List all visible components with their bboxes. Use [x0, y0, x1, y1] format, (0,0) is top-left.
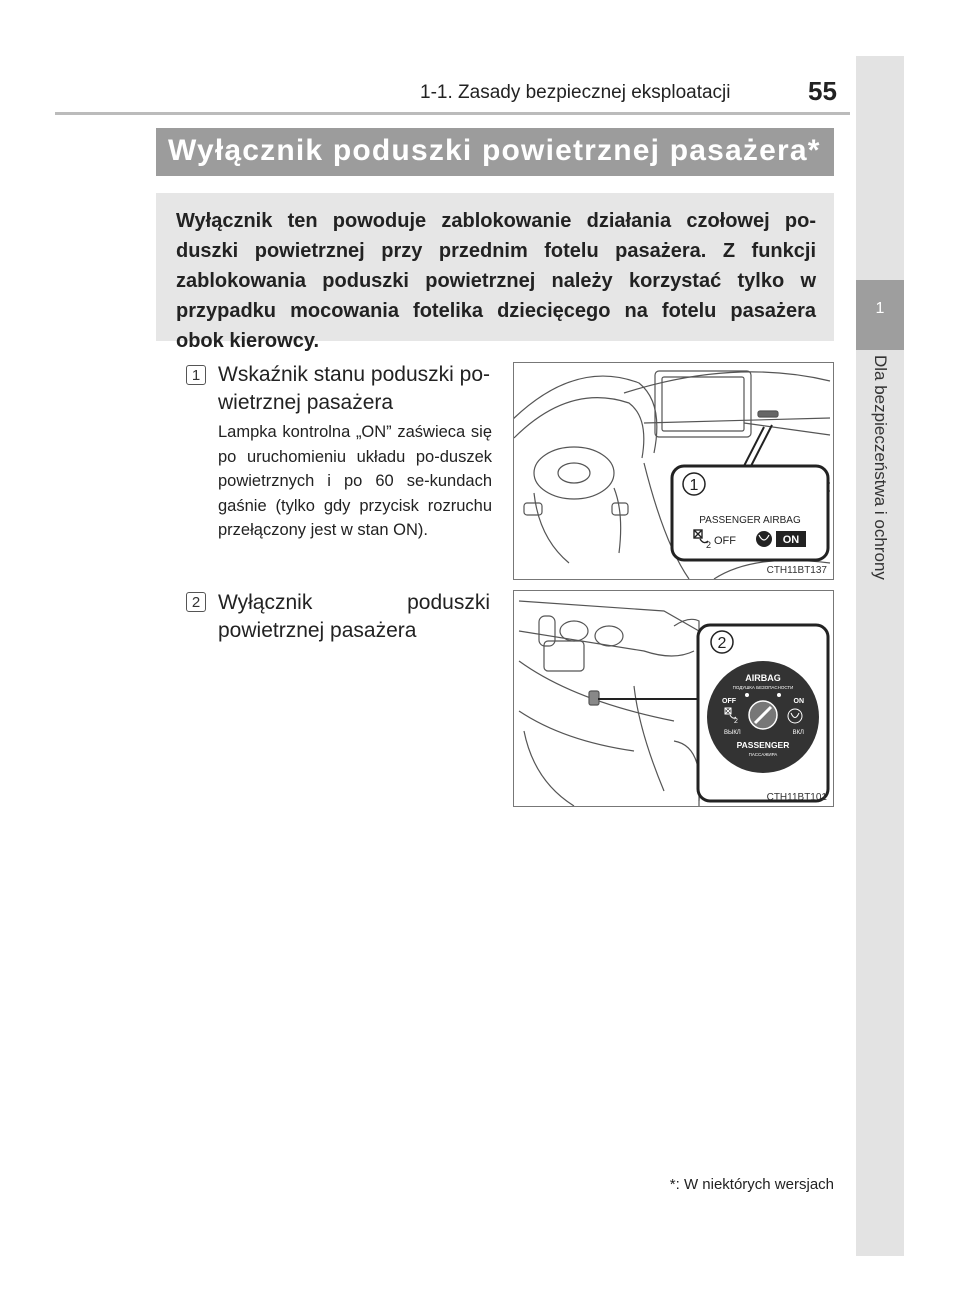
running-header-section: 1-1. Zasady bezpiecznej eksploatacji — [420, 82, 731, 103]
console-illustration — [514, 591, 833, 806]
chapter-title-text: Dla bezpieczeństwa i ochrony — [871, 355, 890, 580]
figure1-off-label: OFF — [714, 535, 736, 547]
item-description: Lampka kontrolna „ON” zaświeca się po uruchomieniu układu po-duszek powietrznych i po 60 se-kundach gaśnie (tylko gdy przycisk rozruchu przełączony jest w stan ON). — [218, 423, 492, 539]
figure1-passenger-airbag-label: PASSENGER AIRBAG — [699, 515, 801, 526]
chapter-title-vertical — [857, 355, 903, 615]
key-slot-icon — [749, 701, 777, 729]
figure2-callout-number: 2 — [717, 635, 727, 652]
footnote: *: W niektórych wersjach — [669, 1176, 834, 1193]
page-number: 55 — [808, 76, 837, 106]
figure2-on-ru-label: ВКЛ — [792, 730, 804, 736]
figure2-airbag-label: AIRBAG — [745, 673, 781, 683]
section-title: Wyłącznik poduszki powietrznej pasażera* — [168, 134, 821, 167]
item-title: Wskaźnik stanu poduszki po-wietrznej pasażera — [218, 363, 490, 414]
figure2-on-label: ON — [793, 698, 804, 705]
item-number-badge: 1 — [186, 365, 206, 385]
figure-dashboard-indicator — [513, 362, 834, 580]
svg-text:2: 2 — [706, 540, 712, 550]
dashboard-illustration — [514, 363, 833, 579]
figure-code: CTH11BT137 — [766, 565, 827, 576]
chapter-number: 1 — [875, 300, 885, 317]
intro-text: Wyłącznik ten powoduje zablokowanie działania czołowej po-duszki powietrznej przy przednim fotelu pasażera. Z funkcji zablokowania poduszki powietrznej należy korzystać tylko w przypadku mocowania fotelika dziecięcego na fotelu pasażera obok kierowcy. — [176, 210, 816, 352]
figure2-off-ru-label: ВЫКЛ — [724, 730, 741, 736]
figure1-callout-number: 1 — [689, 477, 699, 494]
svg-text:2: 2 — [734, 718, 738, 725]
header-divider — [55, 112, 850, 115]
item-title: Wyłącznik poduszki powietrznej pasażera — [218, 591, 490, 642]
airbag-on-icon — [756, 531, 772, 547]
figure2-off-label: OFF — [722, 698, 736, 705]
figure2-airbag-sub: ПОДУШКА БЕЗОПАСНОСТИ — [732, 685, 794, 690]
figure-code: CTH11BT101 — [766, 792, 827, 803]
item-number-badge: 2 — [186, 592, 206, 612]
figure-airbag-switch — [513, 590, 834, 807]
figure2-passenger-sub: ПАССАЖИРА — [748, 752, 778, 757]
figure1-on-label: ON — [782, 534, 800, 546]
figure2-passenger-label: PASSENGER — [736, 740, 790, 750]
chapter-side-tab — [856, 56, 904, 1256]
